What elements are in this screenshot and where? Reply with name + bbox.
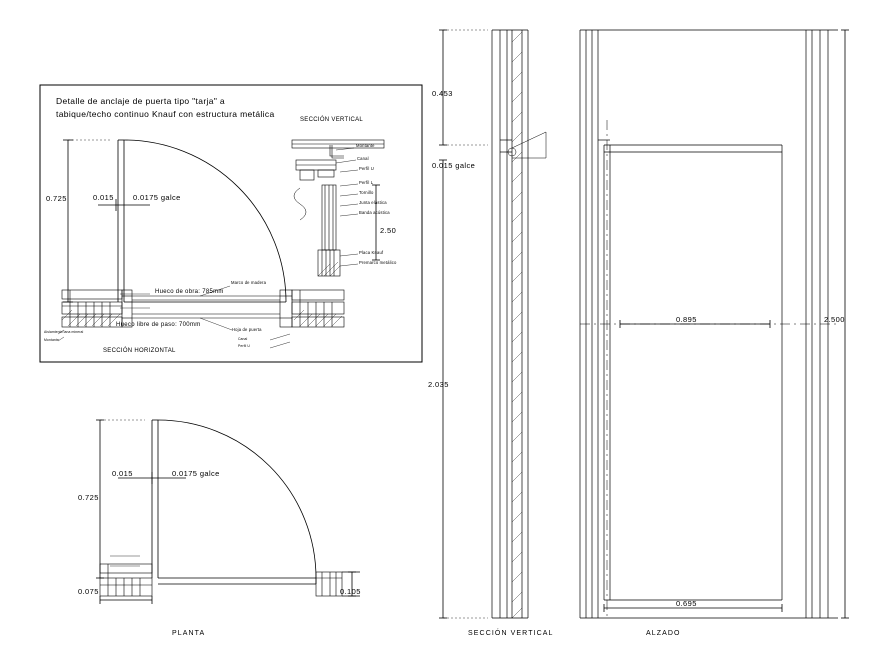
detail-note-3: Perfil L <box>359 180 374 185</box>
detail-seccion-vertical-label: SECCIÓN VERTICAL <box>300 117 364 123</box>
note-hueco-libre: Hueco libre de paso: 700mm <box>116 322 201 328</box>
detail-note-4: Tornillo <box>359 190 374 195</box>
detail-dim-015: 0.015 <box>93 193 114 202</box>
detail-note-10: Marco de madera <box>231 280 267 285</box>
detail-note-14: Canal <box>238 337 248 341</box>
detail-note-15: Perfil U <box>238 344 250 348</box>
detail-note-0: Montante <box>356 143 375 148</box>
detail-note-12: Aislamiento lana mineral <box>44 330 84 334</box>
seccion-dim-453: 0.453 <box>432 89 453 98</box>
planta-dim-0175-galce: 0.0175 galce <box>172 469 220 478</box>
detail-title <box>56 95 275 121</box>
detail-note-2: Perfil U <box>359 166 374 171</box>
planta-dim-075: 0.075 <box>78 587 99 596</box>
seccion-dim-015-galce: 0.015 galce <box>432 161 476 170</box>
detail-seccion-horizontal-label: SECCIÓN HORIZONTAL <box>103 348 176 354</box>
detail-dim-0175-galce: 0.0175 galce <box>133 193 181 202</box>
detail-note-7: Placa Knauf <box>359 250 384 255</box>
detail-note-13: Montante <box>44 338 59 342</box>
planta-dim-015: 0.015 <box>112 469 133 478</box>
detail-note-8: Premarco metálico <box>359 260 397 265</box>
seccion-vertical-caption: SECCIÓN VERTICAL <box>468 630 554 637</box>
alzado-caption: ALZADO <box>646 630 681 637</box>
detail-dim-725: 0.725 <box>46 194 67 203</box>
planta-dim-725: 0.725 <box>78 493 99 502</box>
alzado-dim-695: 0.695 <box>676 599 697 608</box>
detail-title-line1: Detalle de anclaje de puerta tipo "tarja" a <box>56 96 225 106</box>
detail-dim-250: 2.50 <box>380 226 397 235</box>
note-hueco-obra: Hueco de obra: 785mm <box>155 289 224 295</box>
seccion-dim-2035: 2.035 <box>428 380 449 389</box>
alzado-dim-895: 0.895 <box>676 315 697 324</box>
detail-note-11: Hoja de puerta <box>232 327 262 332</box>
detail-note-6: Banda acústica <box>359 210 390 215</box>
alzado-dim-2500: 2.500 <box>824 315 845 324</box>
planta-caption: PLANTA <box>172 630 206 637</box>
planta-dim-105: 0.105 <box>340 587 361 596</box>
detail-note-5: Junta elástica <box>359 200 387 205</box>
detail-note-1: Canal <box>357 156 369 161</box>
detail-title-line2: tabique/techo continuo Knauf con estructura metálica <box>56 108 275 119</box>
